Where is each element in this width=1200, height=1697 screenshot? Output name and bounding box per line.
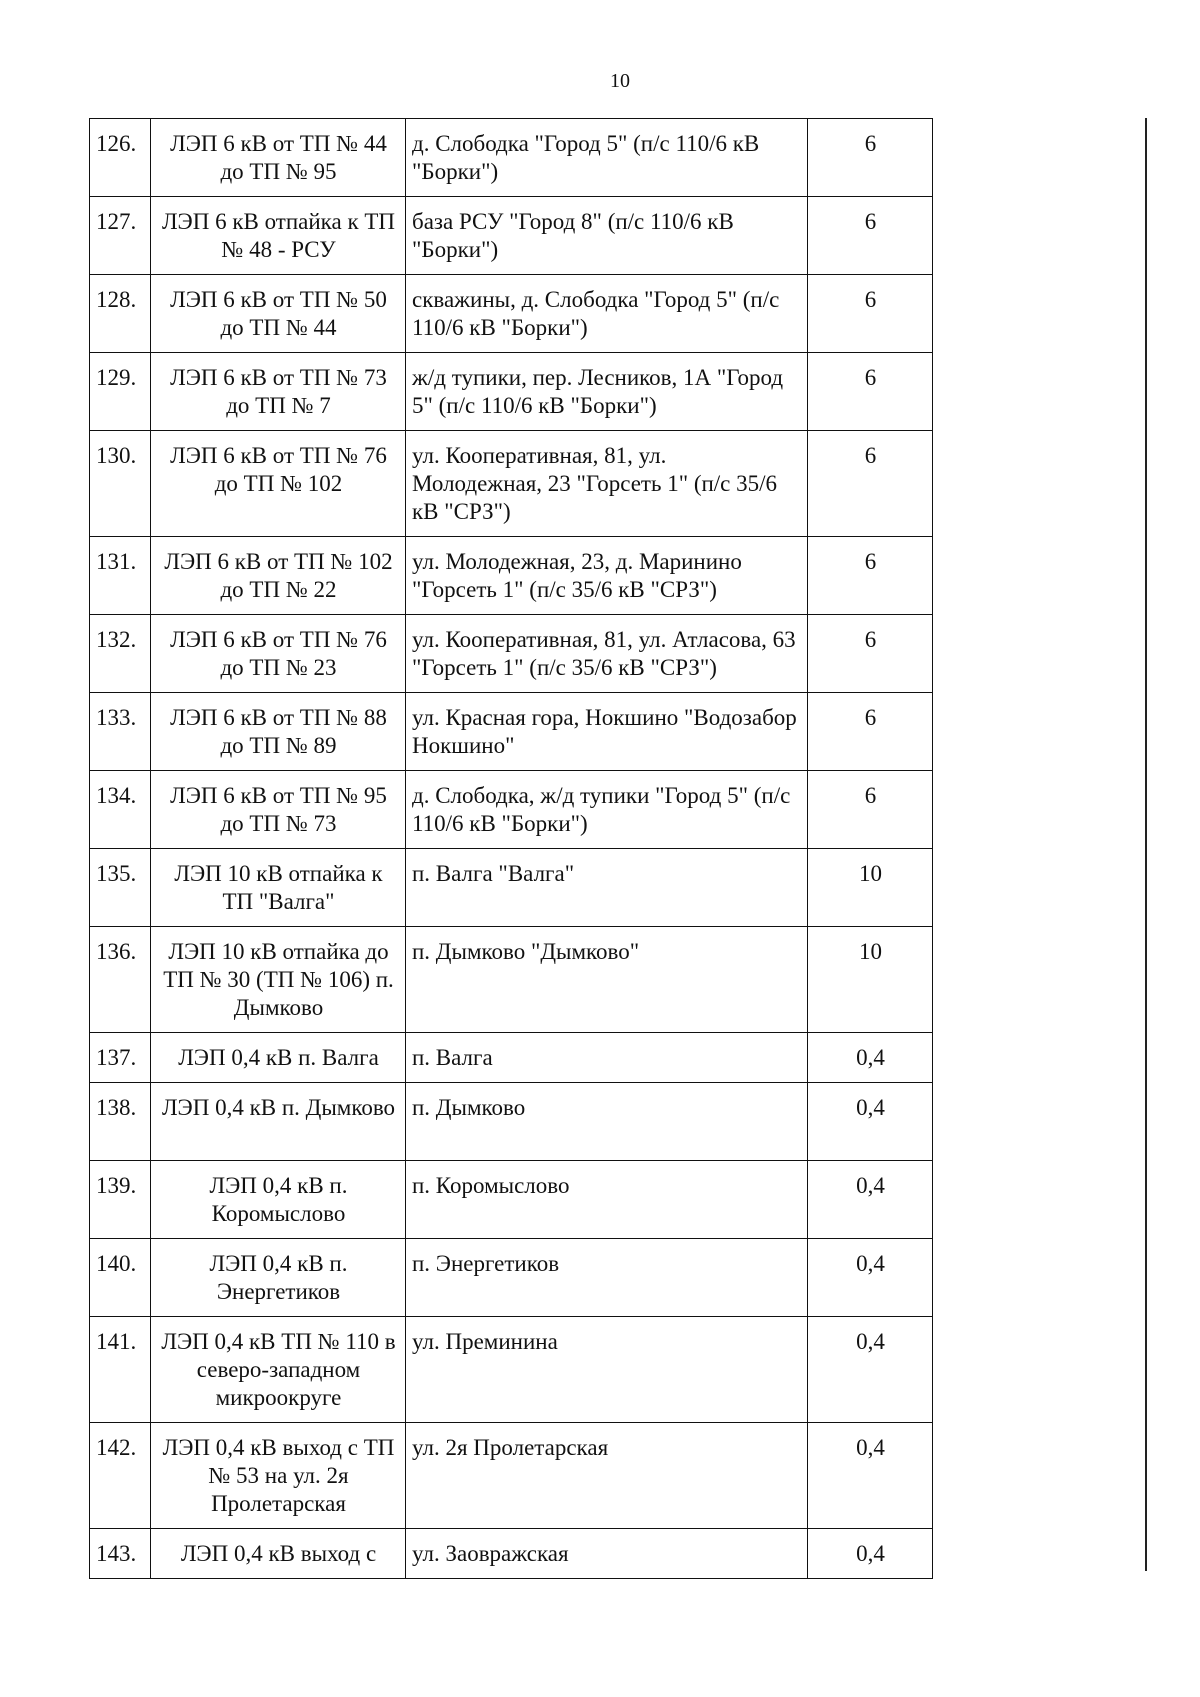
row-number-cell: 138.: [90, 1083, 151, 1161]
row-number-cell: 126.: [90, 119, 151, 197]
voltage-cell: 6: [808, 771, 933, 849]
line-name-cell: ЛЭП 0,4 кВ выход с ТП № 53 на ул. 2я Пролетарская: [151, 1423, 406, 1529]
page-number: 10: [610, 70, 630, 92]
voltage-cell: 6: [808, 119, 933, 197]
voltage-cell: 0,4: [808, 1083, 933, 1161]
line-name-cell: ЛЭП 10 кВ отпайка к ТП "Валга": [151, 849, 406, 927]
voltage-cell: 0,4: [808, 1317, 933, 1423]
table-row: [90, 1033, 933, 1083]
table-row: [90, 1423, 933, 1529]
voltage-cell: 6: [808, 275, 933, 353]
address-cell: п. Дымково "Дымково": [406, 927, 808, 1033]
voltage-cell: 6: [808, 431, 933, 537]
table-row: [90, 275, 933, 353]
row-number-cell: 141.: [90, 1317, 151, 1423]
address-cell: п. Валга: [406, 1033, 808, 1083]
row-number-cell: 132.: [90, 615, 151, 693]
row-number-cell: 127.: [90, 197, 151, 275]
voltage-cell: 6: [808, 693, 933, 771]
line-name-cell: ЛЭП 0,4 кВ ТП № 110 в северо-западном микроокруге: [151, 1317, 406, 1423]
row-number-cell: 136.: [90, 927, 151, 1033]
row-number-cell: 129.: [90, 353, 151, 431]
table-row: [90, 119, 933, 197]
voltage-cell: 10: [808, 849, 933, 927]
line-name-cell: ЛЭП 0,4 кВ выход с: [151, 1529, 406, 1579]
line-name-cell: ЛЭП 0,4 кВ п. Коромыслово: [151, 1161, 406, 1239]
address-cell: д. Слободка, ж/д тупики "Город 5" (п/с 110/6 кВ "Борки"): [406, 771, 808, 849]
voltage-cell: 0,4: [808, 1529, 933, 1579]
row-number-cell: 130.: [90, 431, 151, 537]
voltage-cell: 0,4: [808, 1161, 933, 1239]
table-row: [90, 537, 933, 615]
table-row: [90, 693, 933, 771]
row-number-cell: 128.: [90, 275, 151, 353]
line-name-cell: ЛЭП 6 кВ от ТП № 102 до ТП № 22: [151, 537, 406, 615]
table-row: [90, 1529, 933, 1579]
line-name-cell: ЛЭП 0,4 кВ п. Валга: [151, 1033, 406, 1083]
line-name-cell: ЛЭП 6 кВ от ТП № 50 до ТП № 44: [151, 275, 406, 353]
address-cell: база РСУ "Город 8" (п/с 110/6 кВ "Борки"): [406, 197, 808, 275]
row-number-cell: 137.: [90, 1033, 151, 1083]
address-cell: ул. Кооперативная, 81, ул. Атласова, 63 "Горсеть 1" (п/с 35/6 кВ "СРЗ"): [406, 615, 808, 693]
row-number-cell: 131.: [90, 537, 151, 615]
address-cell: п. Коромыслово: [406, 1161, 808, 1239]
line-name-cell: ЛЭП 6 кВ от ТП № 76 до ТП № 102: [151, 431, 406, 537]
table-row: [90, 197, 933, 275]
line-name-cell: ЛЭП 6 кВ от ТП № 73 до ТП № 7: [151, 353, 406, 431]
power-lines-table: [89, 118, 933, 1579]
address-cell: п. Дымково: [406, 1083, 808, 1161]
voltage-cell: 6: [808, 353, 933, 431]
address-cell: п. Валга "Валга": [406, 849, 808, 927]
line-name-cell: ЛЭП 6 кВ от ТП № 95 до ТП № 73: [151, 771, 406, 849]
voltage-cell: 6: [808, 615, 933, 693]
table-row: [90, 1317, 933, 1423]
table-row: [90, 1239, 933, 1317]
table-row: [90, 1083, 933, 1161]
row-number-cell: 133.: [90, 693, 151, 771]
address-cell: п. Энергетиков: [406, 1239, 808, 1317]
row-number-cell: 135.: [90, 849, 151, 927]
address-cell: ул. Молодежная, 23, д. Маринино "Горсеть 1" (п/с 35/6 кВ "СРЗ"): [406, 537, 808, 615]
table-row: [90, 615, 933, 693]
row-number-cell: 142.: [90, 1423, 151, 1529]
line-name-cell: ЛЭП 6 кВ от ТП № 88 до ТП № 89: [151, 693, 406, 771]
margin-rule: [1145, 118, 1147, 1571]
address-cell: ул. Преминина: [406, 1317, 808, 1423]
line-name-cell: ЛЭП 10 кВ отпайка до ТП № 30 (ТП № 106) п. Дымково: [151, 927, 406, 1033]
address-cell: ул. Заовражская: [406, 1529, 808, 1579]
voltage-cell: 10: [808, 927, 933, 1033]
address-cell: ж/д тупики, пер. Лесников, 1А "Город 5" (п/с 110/6 кВ "Борки"): [406, 353, 808, 431]
voltage-cell: 0,4: [808, 1239, 933, 1317]
line-name-cell: ЛЭП 0,4 кВ п. Дымково: [151, 1083, 406, 1161]
voltage-cell: 6: [808, 197, 933, 275]
address-cell: ул. Кооперативная, 81, ул. Молодежная, 23 "Горсеть 1" (п/с 35/6 кВ "СРЗ"): [406, 431, 808, 537]
row-number-cell: 143.: [90, 1529, 151, 1579]
row-number-cell: 139.: [90, 1161, 151, 1239]
voltage-cell: 6: [808, 537, 933, 615]
row-number-cell: 140.: [90, 1239, 151, 1317]
address-cell: ул. 2я Пролетарская: [406, 1423, 808, 1529]
row-number-cell: 134.: [90, 771, 151, 849]
line-name-cell: ЛЭП 6 кВ отпайка к ТП № 48 - РСУ: [151, 197, 406, 275]
address-cell: скважины, д. Слободка "Город 5" (п/с 110/6 кВ "Борки"): [406, 275, 808, 353]
table-row: [90, 1161, 933, 1239]
table-row: [90, 431, 933, 537]
table-row: [90, 353, 933, 431]
line-name-cell: ЛЭП 6 кВ от ТП № 76 до ТП № 23: [151, 615, 406, 693]
voltage-cell: 0,4: [808, 1033, 933, 1083]
table-row: [90, 849, 933, 927]
address-cell: д. Слободка "Город 5" (п/с 110/6 кВ "Борки"): [406, 119, 808, 197]
table-row: [90, 771, 933, 849]
table-body: [90, 119, 933, 1579]
address-cell: ул. Красная гора, Нокшино "Водозабор Нокшино": [406, 693, 808, 771]
line-name-cell: ЛЭП 6 кВ от ТП № 44 до ТП № 95: [151, 119, 406, 197]
line-name-cell: ЛЭП 0,4 кВ п. Энергетиков: [151, 1239, 406, 1317]
voltage-cell: 0,4: [808, 1423, 933, 1529]
table-row: [90, 927, 933, 1033]
